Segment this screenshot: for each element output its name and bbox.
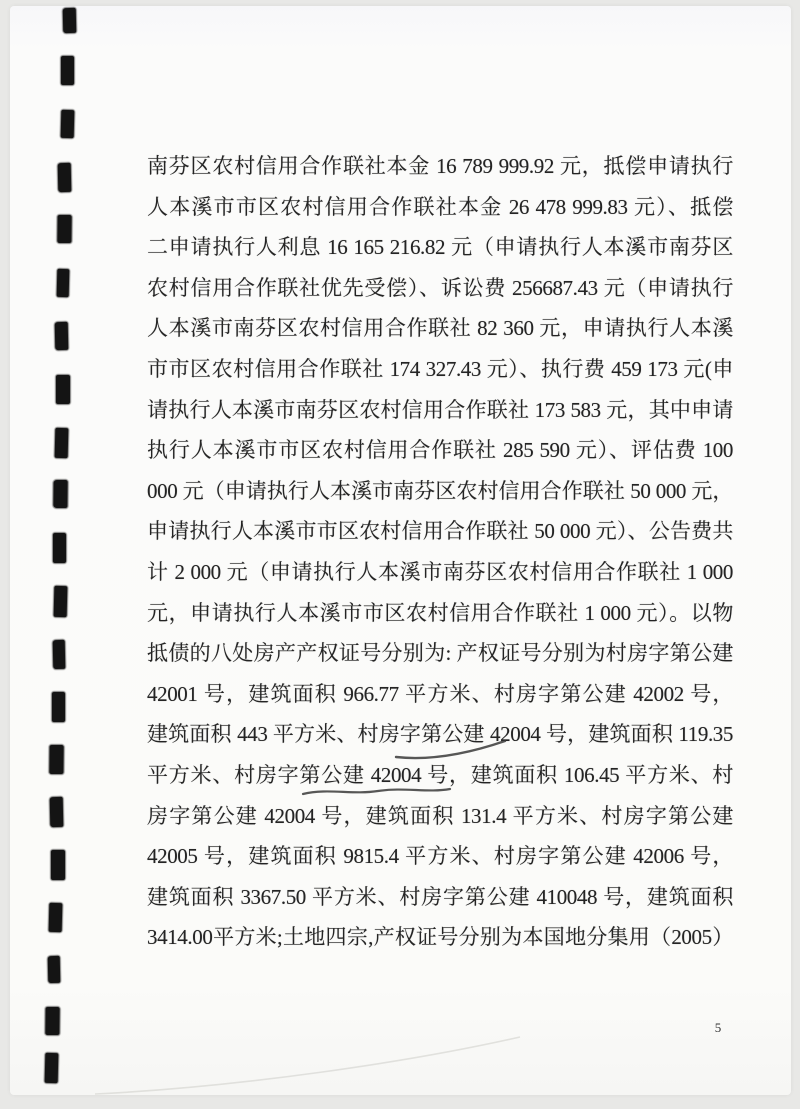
binding-hole-mark [55, 322, 69, 350]
text-line: 3414.00平方米;土地四宗,产权证号分别为本国地分集用（2005） [147, 925, 733, 950]
text-line: 申请执行人本溪市市区农村信用合作联社 50 000 元）、公告费共 [147, 519, 733, 544]
text-line: 市市区农村信用合作联社 174 327.43 元）、执行费 459 173 元(申 [147, 356, 733, 381]
text-line: 人本溪市市区农村信用合作联社本金 26 478 999.83 元）、抵偿 [147, 194, 733, 219]
binding-hole-mark [53, 480, 67, 508]
binding-hole-mark [49, 903, 63, 932]
binding-hole-mark [50, 797, 64, 827]
binding-hole-mark [63, 8, 77, 33]
text-line: 建筑面积 3367.50 平方米、村房字第公建 410048 号，建筑面积 [147, 884, 733, 909]
binding-hole-mark [53, 533, 66, 563]
binding-hole-mark [58, 163, 72, 192]
text-line: 二申请执行人利息 16 165 216.82 元（申请执行人本溪市南芬区 [147, 235, 733, 260]
binding-hole-mark [57, 269, 70, 297]
binding-hole-mark [56, 375, 70, 404]
binding-hole-mark [55, 428, 69, 458]
binding-hole-mark [61, 110, 75, 138]
binding-hole-mark [61, 56, 74, 85]
text-line: 农村信用合作联社优先受偿）、诉讼费 256687.43 元（申请执行 [147, 275, 733, 300]
binding-hole-mark [45, 1053, 59, 1083]
text-line: 南芬区农村信用合作联社本金 16 789 999.92 元，抵偿申请执行 [147, 154, 733, 178]
binding-hole-mark [57, 215, 71, 243]
binding-hole-mark [48, 956, 61, 983]
document-body-text [147, 146, 733, 958]
text-line: 42005 号，建筑面积 9815.4 平方米、村房字第公建 42006 号， [147, 844, 733, 869]
binding-hole-mark [52, 692, 65, 722]
binding-hole-mark [45, 1007, 59, 1035]
text-line: 建筑面积 443 平方米、村房字第公建 42004 号，建筑面积 119.35 [147, 722, 733, 747]
binding-hole-mark [49, 745, 63, 774]
binding-hole-mark [51, 850, 65, 880]
text-line: 房字第公建 42004 号，建筑面积 131.4 平方米、村房字第公建 [147, 803, 733, 828]
text-line: 元，申请执行人本溪市市区农村信用合作联社 1 000 元）。以物 [147, 600, 733, 625]
binding-hole-mark [54, 586, 68, 617]
binding-holes-column [0, 0, 100, 1109]
text-line: 请执行人本溪市南芬区农村信用合作联社 173 583 元，其中申请 [147, 397, 733, 422]
text-line: 抵债的八处房产产权证号分别为: 产权证号分别为村房字第公建 [147, 641, 733, 666]
text-line: 执行人本溪市市区农村信用合作联社 285 590 元）、评估费 100 [147, 438, 733, 463]
text-line: 人本溪市南芬区农村信用合作联社 82 360 元，申请执行人本溪 [147, 316, 733, 341]
binding-hole-mark [53, 640, 66, 669]
text-line: 000 元（申请执行人本溪市南芬区农村信用合作联社 50 000 元， [147, 478, 733, 503]
text-line: 计 2 000 元（申请执行人本溪市南芬区农村信用合作联社 1 000 [147, 559, 733, 584]
scanned-page [10, 6, 791, 1095]
text-line: 42001 号，建筑面积 966.77 平方米、村房字第公建 42002 号， [147, 681, 733, 706]
text-line: 平方米、村房字第公建 42004 号，建筑面积 106.45 平方米、村 [147, 762, 733, 787]
page-number: 5 [714, 1020, 722, 1035]
